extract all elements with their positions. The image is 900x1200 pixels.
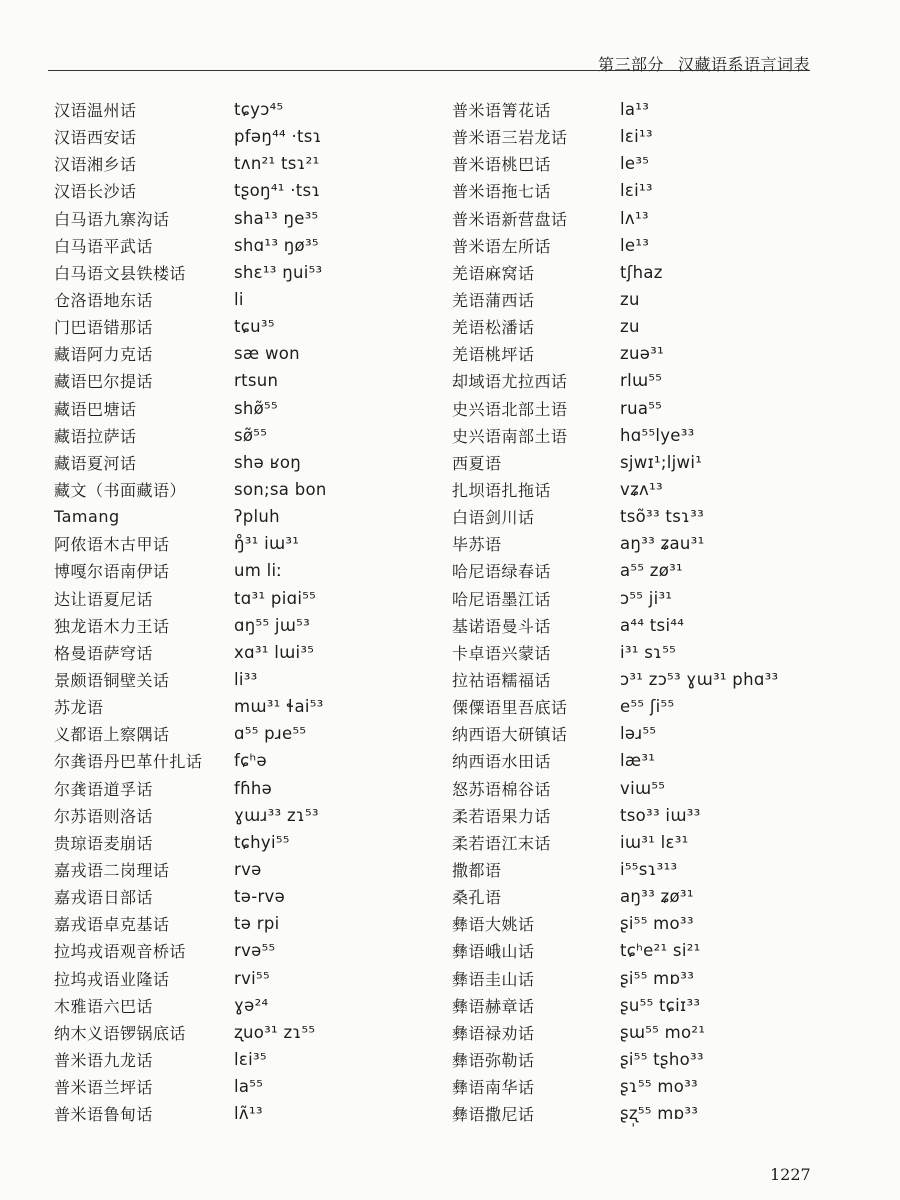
word-form: tsõ³³ tsɿ³³ xyxy=(620,507,704,527)
language-name: 哈尼语绿春话 xyxy=(452,562,552,582)
language-name: 汉语长沙话 xyxy=(54,182,137,202)
word-entry-row xyxy=(452,1019,778,1046)
word-form: lʌ̃¹³ xyxy=(234,1104,263,1124)
word-form: tə-rvə xyxy=(234,887,286,907)
word-form: tə rpi xyxy=(234,914,280,934)
word-entry-row xyxy=(54,232,327,259)
word-entry-row xyxy=(452,340,778,367)
language-name: 傈僳语里吾底话 xyxy=(452,698,568,718)
word-form: ɔ⁵⁵ ji³¹ xyxy=(620,588,673,608)
word-form: son;sa bon xyxy=(234,480,327,500)
word-form: tɕʰe²¹ si²¹ xyxy=(620,941,701,961)
word-entry-row xyxy=(452,639,778,666)
word-entry-row xyxy=(54,612,327,639)
word-form: um liː xyxy=(234,561,283,581)
language-name: 尔龚语道孚话 xyxy=(54,779,154,799)
word-entry-row xyxy=(452,802,778,829)
word-form: shɑ¹³ ŋø³⁵ xyxy=(234,235,319,255)
word-entry-row xyxy=(54,965,327,992)
word-entry-row xyxy=(452,1100,778,1127)
word-entry-row xyxy=(452,96,778,123)
language-name: 普米语桃巴话 xyxy=(452,155,552,175)
word-form: sha¹³ ŋe³⁵ xyxy=(234,208,319,228)
word-entry-row xyxy=(54,666,327,693)
language-name: 尔龚语丹巴革什扎话 xyxy=(54,752,203,772)
language-name: 藏语巴塘话 xyxy=(54,399,137,419)
page-number: 1227 xyxy=(770,1165,811,1184)
running-header xyxy=(598,52,810,75)
language-name: 藏语夏河话 xyxy=(54,453,137,473)
word-entry-row xyxy=(54,693,327,720)
language-name: 普米语三岩龙话 xyxy=(452,128,568,148)
word-form: vʑʌ¹³ xyxy=(620,480,663,500)
word-entry-row xyxy=(452,150,778,177)
word-form: sæ won xyxy=(234,344,300,364)
word-entry-row xyxy=(54,747,327,774)
word-form: la⁵⁵ xyxy=(234,1077,264,1097)
language-name: 汉语温州话 xyxy=(54,101,137,121)
word-form: zu xyxy=(620,317,640,337)
word-form: li³³ xyxy=(234,670,258,690)
language-name: 汉语湘乡话 xyxy=(54,155,137,175)
word-entry-row xyxy=(54,992,327,1019)
language-name: 白马语九寨沟话 xyxy=(54,209,170,229)
word-form: shɛ¹³ ŋui⁵³ xyxy=(234,262,323,282)
word-form: ʂi⁵⁵ mo³³ xyxy=(620,914,694,934)
word-form: e⁵⁵ ʃi⁵⁵ xyxy=(620,697,675,717)
language-name: 史兴语北部土语 xyxy=(452,399,568,419)
word-form: la¹³ xyxy=(620,100,650,120)
word-entry-row xyxy=(54,476,327,503)
language-name: 毕苏语 xyxy=(452,535,502,555)
word-form: li xyxy=(234,290,244,310)
word-entry-row xyxy=(54,530,327,557)
word-entry-row xyxy=(54,503,327,530)
word-form: ʂʐ̩⁵⁵ mɒ³³ xyxy=(620,1104,699,1124)
word-form: aŋ³³ ʑau³¹ xyxy=(620,534,705,554)
language-name: 独龙语木力王话 xyxy=(54,616,170,636)
word-entry-row xyxy=(54,937,327,964)
language-name: 西夏语 xyxy=(452,453,502,473)
word-form: shø̃⁵⁵ xyxy=(234,398,278,418)
word-entry-row xyxy=(54,123,327,150)
word-form: rua⁵⁵ xyxy=(620,398,663,418)
word-entry-row xyxy=(54,1046,327,1073)
word-entry-row xyxy=(54,1073,327,1100)
language-name: 撒都语 xyxy=(452,861,502,880)
word-entry-row xyxy=(452,720,778,747)
word-form: shə ʁoŋ xyxy=(234,452,302,472)
word-entry-row xyxy=(54,150,327,177)
language-name: 彝语弥勒话 xyxy=(452,1050,535,1070)
word-entry-row xyxy=(54,259,327,286)
word-form: lɛi³⁵ xyxy=(234,1049,267,1069)
language-name: 嘉戎语卓克基话 xyxy=(54,915,170,935)
language-name: 拉坞戎语观音桥话 xyxy=(54,942,187,962)
word-form: rvi⁵⁵ xyxy=(234,968,270,988)
word-form: ɔ³¹ zɔ⁵³ ɣɯ³¹ phɑ³³ xyxy=(620,670,779,690)
language-name: 怒苏语棉谷话 xyxy=(452,779,552,799)
word-entry-row xyxy=(452,177,778,204)
word-entry-row xyxy=(54,367,327,394)
language-name: 普米语九龙话 xyxy=(54,1050,154,1070)
language-name: 白语剑川话 xyxy=(452,508,535,528)
word-form: tɑ³¹ piɑi⁵⁵ xyxy=(234,588,317,608)
word-form: læ³¹ xyxy=(620,751,656,771)
word-form: tʂoŋ⁴¹ ·tsɿ xyxy=(234,181,321,201)
language-name: 彝语撒尼话 xyxy=(452,1105,535,1125)
word-form: rlɯ⁵⁵ xyxy=(620,371,663,391)
language-name: 白马语平武话 xyxy=(54,236,154,256)
word-entry-row xyxy=(452,829,778,856)
word-form: tɕhyi⁵⁵ xyxy=(234,832,290,852)
language-name: 拉坞戎语业隆话 xyxy=(54,969,170,989)
word-form: ɑ⁵⁵ pɹe⁵⁵ xyxy=(234,724,307,744)
word-entry-row xyxy=(452,503,778,530)
language-name: 彝语赫章话 xyxy=(452,996,535,1016)
word-entry-row xyxy=(452,395,778,422)
word-form: sjwɪ¹;ljwi¹ xyxy=(620,452,703,472)
word-form: ʂi⁵⁵ mɒ³³ xyxy=(620,968,695,988)
language-name: 柔若语江末话 xyxy=(452,833,552,853)
language-name: 纳木义语锣锅底话 xyxy=(54,1023,187,1043)
language-name: 史兴语南部土语 xyxy=(452,426,568,446)
word-form: sø̃⁵⁵ xyxy=(234,425,268,445)
word-form: i³¹ sɿ⁵⁵ xyxy=(620,642,677,662)
word-entry-row xyxy=(54,910,327,937)
word-entry-row xyxy=(452,585,778,612)
word-entry-row xyxy=(452,910,778,937)
left-column xyxy=(54,96,327,1127)
language-name: 景颇语铜壁关话 xyxy=(54,671,170,691)
language-name: 藏语拉萨话 xyxy=(54,426,137,446)
word-entry-row xyxy=(452,883,778,910)
word-entry-row xyxy=(452,693,778,720)
word-form: lɛi¹³ xyxy=(620,127,653,147)
word-entry-row xyxy=(452,259,778,286)
word-entry-row xyxy=(452,992,778,1019)
word-form: ɑŋ⁵⁵ jɯ⁵³ xyxy=(234,615,310,635)
word-form: tso³³ iɯ³³ xyxy=(620,805,701,825)
word-form: ŋ̊³¹ iɯ³¹ xyxy=(234,534,300,554)
word-entry-row xyxy=(54,829,327,856)
word-form: ʔpluh xyxy=(234,507,280,527)
word-entry-row xyxy=(452,123,778,150)
word-entry-row xyxy=(452,747,778,774)
language-name: 纳西语大研镇话 xyxy=(452,725,568,745)
language-name: 羌语桃坪话 xyxy=(452,345,535,365)
language-name: 羌语蒲西话 xyxy=(452,291,535,311)
word-form: pfəŋ⁴⁴ ·tsɿ xyxy=(234,127,322,147)
word-entry-row xyxy=(452,367,778,394)
word-form: le¹³ xyxy=(620,235,650,255)
language-name: 彝语禄劝话 xyxy=(452,1023,535,1043)
word-form: rtsun xyxy=(234,371,279,391)
language-name: 彝语大姚话 xyxy=(452,915,535,935)
word-form: a⁴⁴ tsi⁴⁴ xyxy=(620,615,685,635)
language-name: 苏龙语 xyxy=(54,698,104,718)
word-form: zuə³¹ xyxy=(620,344,664,364)
word-entry-row xyxy=(452,205,778,232)
language-name: 彝语峨山话 xyxy=(452,942,535,962)
language-name: 藏语巴尔提话 xyxy=(54,372,154,392)
word-form: ʂɿ⁵⁵ mo³³ xyxy=(620,1077,698,1097)
word-entry-row xyxy=(54,395,327,422)
language-name: 纳西语水田话 xyxy=(452,752,552,772)
word-entry-row xyxy=(452,313,778,340)
word-form: fɦhə xyxy=(234,778,273,798)
language-name: 汉语西安话 xyxy=(54,128,137,148)
language-name: 彝语南华话 xyxy=(452,1078,535,1098)
word-entry-row xyxy=(54,205,327,232)
word-entry-row xyxy=(54,720,327,747)
word-entry-row xyxy=(54,775,327,802)
word-form: ʂi⁵⁵ tʂho³³ xyxy=(620,1049,704,1069)
word-entry-row xyxy=(452,666,778,693)
word-form: iɯ³¹ lɛ³¹ xyxy=(620,832,689,852)
word-form: aŋ³³ ʑø³¹ xyxy=(620,887,694,907)
word-form: ɣɯɹ³³ zɿ⁵³ xyxy=(234,805,319,825)
language-name: 却域语尤拉西话 xyxy=(452,372,568,392)
word-entry-row xyxy=(452,422,778,449)
language-name: 哈尼语墨江话 xyxy=(452,589,552,609)
language-name: 羌语麻窝话 xyxy=(452,263,535,283)
language-name: 格曼语萨穹话 xyxy=(54,643,154,663)
word-entry-row xyxy=(54,449,327,476)
word-form: fɕʰə xyxy=(234,751,267,771)
word-form: zu xyxy=(620,290,640,310)
word-form: mɯ³¹ ɬai⁵³ xyxy=(234,697,324,717)
word-entry-row xyxy=(452,612,778,639)
language-name: 普米语箐花话 xyxy=(452,101,552,121)
language-name: Tamang xyxy=(54,507,120,527)
word-entry-row xyxy=(452,1073,778,1100)
word-entry-row xyxy=(54,422,327,449)
word-entry-row xyxy=(54,1100,327,1127)
word-form: ʂɯ⁵⁵ mo²¹ xyxy=(620,1022,706,1042)
word-entry-row xyxy=(54,802,327,829)
word-entry-row xyxy=(54,96,327,123)
language-name: 仓洛语地东话 xyxy=(54,291,154,311)
word-entry-row xyxy=(452,937,778,964)
word-entry-row xyxy=(54,340,327,367)
language-name: 义都语上察隅话 xyxy=(54,725,170,745)
word-form: i⁵⁵sɿ³¹³ xyxy=(620,860,678,879)
word-entry-row xyxy=(452,476,778,503)
word-form: tʃhaz xyxy=(620,262,663,282)
language-name: 普米语拖七话 xyxy=(452,182,552,202)
word-entry-row xyxy=(452,1046,778,1073)
word-form: ɣə²⁴ xyxy=(234,995,269,1015)
language-name: 柔若语果力话 xyxy=(452,806,552,826)
language-name: 贵琼语麦崩话 xyxy=(54,833,154,853)
word-entry-row xyxy=(452,856,778,883)
word-form: le³⁵ xyxy=(620,154,650,174)
word-form: a⁵⁵ zø³¹ xyxy=(620,561,683,581)
language-name: 普米语兰坪话 xyxy=(54,1078,154,1098)
word-entry-row xyxy=(54,177,327,204)
word-entry-row xyxy=(452,965,778,992)
word-entry-row xyxy=(54,883,327,910)
word-form: ʐuo³¹ zɿ⁵⁵ xyxy=(234,1022,316,1042)
word-entry-row xyxy=(54,313,327,340)
word-form: tɕu³⁵ xyxy=(234,317,275,337)
language-name: 达让语夏尼话 xyxy=(54,589,154,609)
word-form: lɛi¹³ xyxy=(620,181,653,201)
language-name: 嘉戎语二岗理话 xyxy=(54,861,170,880)
word-form: xɑ³¹ lɯi³⁵ xyxy=(234,642,315,662)
word-entry-row xyxy=(452,232,778,259)
word-form: rvə xyxy=(234,860,262,879)
language-name: 羌语松潘话 xyxy=(452,318,535,338)
language-name: 基诺语曼斗话 xyxy=(452,616,552,636)
word-entry-row xyxy=(54,286,327,313)
header-rule xyxy=(48,70,810,71)
word-entry-row xyxy=(452,557,778,584)
header-part-label: 第三部分 xyxy=(598,55,665,74)
word-entry-row xyxy=(452,775,778,802)
word-entry-row xyxy=(54,856,327,883)
header-title: 汉藏语系语言词表 xyxy=(678,55,811,74)
word-form: hɑ⁵⁵lye³³ xyxy=(620,425,695,445)
language-name: 普米语鲁甸话 xyxy=(54,1105,154,1125)
right-column xyxy=(452,96,778,1127)
language-name: 门巴语错那话 xyxy=(54,318,154,338)
word-entry-row xyxy=(54,1019,327,1046)
word-form: lʌ¹³ xyxy=(620,208,649,228)
language-name: 普米语新营盘话 xyxy=(452,209,568,229)
language-name: 藏语阿力克话 xyxy=(54,345,154,365)
word-form: tɕyɔ⁴⁵ xyxy=(234,100,284,120)
word-form: rvə⁵⁵ xyxy=(234,941,276,961)
word-entry-row xyxy=(452,449,778,476)
word-entry-row xyxy=(452,530,778,557)
word-form: ləɹ⁵⁵ xyxy=(620,724,657,744)
language-name: 扎坝语扎拖话 xyxy=(452,481,552,501)
word-form: viɯ⁵⁵ xyxy=(620,778,666,798)
language-name: 拉祜语糯福话 xyxy=(452,671,552,691)
language-name: 阿侬语木古甲话 xyxy=(54,535,170,555)
language-name: 博嘎尔语南伊话 xyxy=(54,562,170,582)
word-form: ʂu⁵⁵ tɕiɪ³³ xyxy=(620,995,701,1015)
language-name: 普米语左所话 xyxy=(452,236,552,256)
word-form: tʌn²¹ tsɿ²¹ xyxy=(234,154,320,174)
language-name: 桑孔语 xyxy=(452,888,502,908)
word-entry-row xyxy=(54,639,327,666)
language-name: 卡卓语兴蒙话 xyxy=(452,643,552,663)
word-entry-row xyxy=(54,585,327,612)
word-entry-row xyxy=(54,557,327,584)
language-name: 藏文（书面藏语） xyxy=(54,481,187,501)
language-name: 木雅语六巴话 xyxy=(54,996,154,1016)
language-name: 彝语圭山话 xyxy=(452,969,535,989)
language-name: 白马语文县铁楼话 xyxy=(54,263,187,283)
language-name: 嘉戎语日部话 xyxy=(54,888,154,908)
word-entry-row xyxy=(452,286,778,313)
language-name: 尔苏语则洛话 xyxy=(54,806,154,826)
